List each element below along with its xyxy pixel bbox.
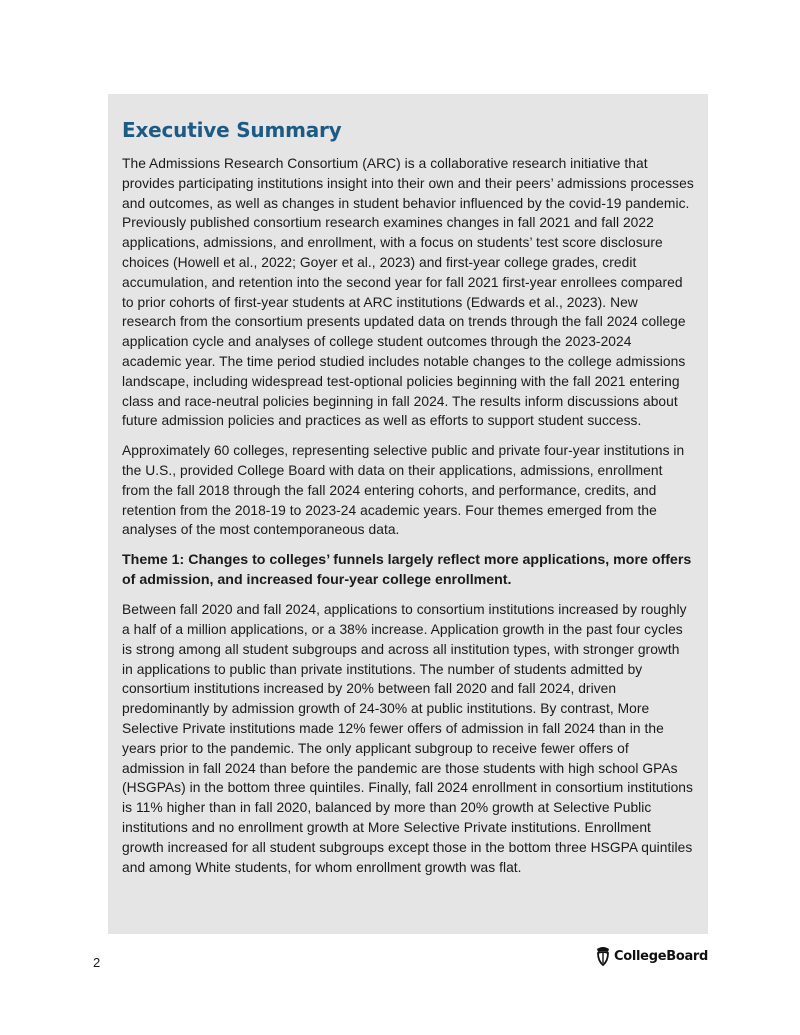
paragraph-data-sources: Approximately 60 colleges, representing selective public and private four-year institutions in the U.S., provided College Board with data on their applications, admissions, enrollment from the fall 2018 through the fall 2024 entering cohorts, and performance, credits, and retention from the 2018-19 to 2023-24 academic years. Four themes emerged from the analyses of the most contemporaneous data.: [122, 443, 685, 538]
section-title: Executive Summary: [122, 118, 342, 142]
page-number: 2: [93, 955, 101, 970]
theme-1-heading: Theme 1: Changes to colleges’ funnels largely reflect more applications, more offers of admission, and increased four-year college enrollment.: [122, 552, 692, 589]
paragraph-theme-1: Between fall 2020 and fall 2024, applications to consortium institutions increased by roughly a half of a million applications, or a 38% increase. Application growth in the past four cycles is strong among all student subgroups and across all institution types, with stronger growth in applications to public than private institutions. The number of students admitted by consortium institutions increased by 20% between fall 2020 and fall 2024, driven predominantly by admission growth of 24-30% at public institutions. By contrast, More Selective Private institutions made 12% fewer offers of admission in fall 2024 than in the years prior to the pandemic. The only applicant subgroup to receive fewer offers of admission in fall 2024 than before the pandemic are those students with high school GPAs (HSGPAs) in the bottom three quintiles. Finally, fall 2024 enrollment in consortium institutions is 11% higher than in fall 2020, balanced by more than 20% growth at Selective Public institutions and no enrollment growth at More Selective Private institutions. Enrollment growth increased for all student subgroups except those in the bottom three HSGPA quintiles and among White students, for whom enrollment growth was flat.: [122, 602, 693, 875]
logo-text: CollegeBoard: [614, 948, 709, 964]
acorn-icon: [595, 946, 611, 966]
paragraph-intro: The Admissions Research Consortium (ARC) is a collaborative research initiative that provides participating institutions insight into their own and their peers’ admissions processes and outcomes, as well as changes in student behavior influenced by the covid-19 pandemic. Previously published consortium research examines changes in fall 2021 and fall 2022 applications, admissions, and enrollment, with a focus on students’ test score disclosure choices (Howell et al., 2022; Goyer et al., 2023) and first-year college grades, credit accumulation, and retention into the second year for fall 2021 first-year enrollees compared to prior cohorts of first-year students at ARC institutions (Edwards et al., 2023). New research from the consortium presents updated data on trends through the fall 2024 college application cycle and analyses of college student outcomes through the 2023-2024 academic year. The time period studied includes notable changes to the college admissions landscape, including widespread test-optional policies beginning with the fall 2021 entering class and race-neutral policies beginning in fall 2024. The results inform discussions about future admission policies and practices as well as efforts to support student success.: [122, 156, 694, 429]
executive-summary-panel: [108, 94, 708, 934]
collegeboard-logo: [595, 946, 708, 966]
